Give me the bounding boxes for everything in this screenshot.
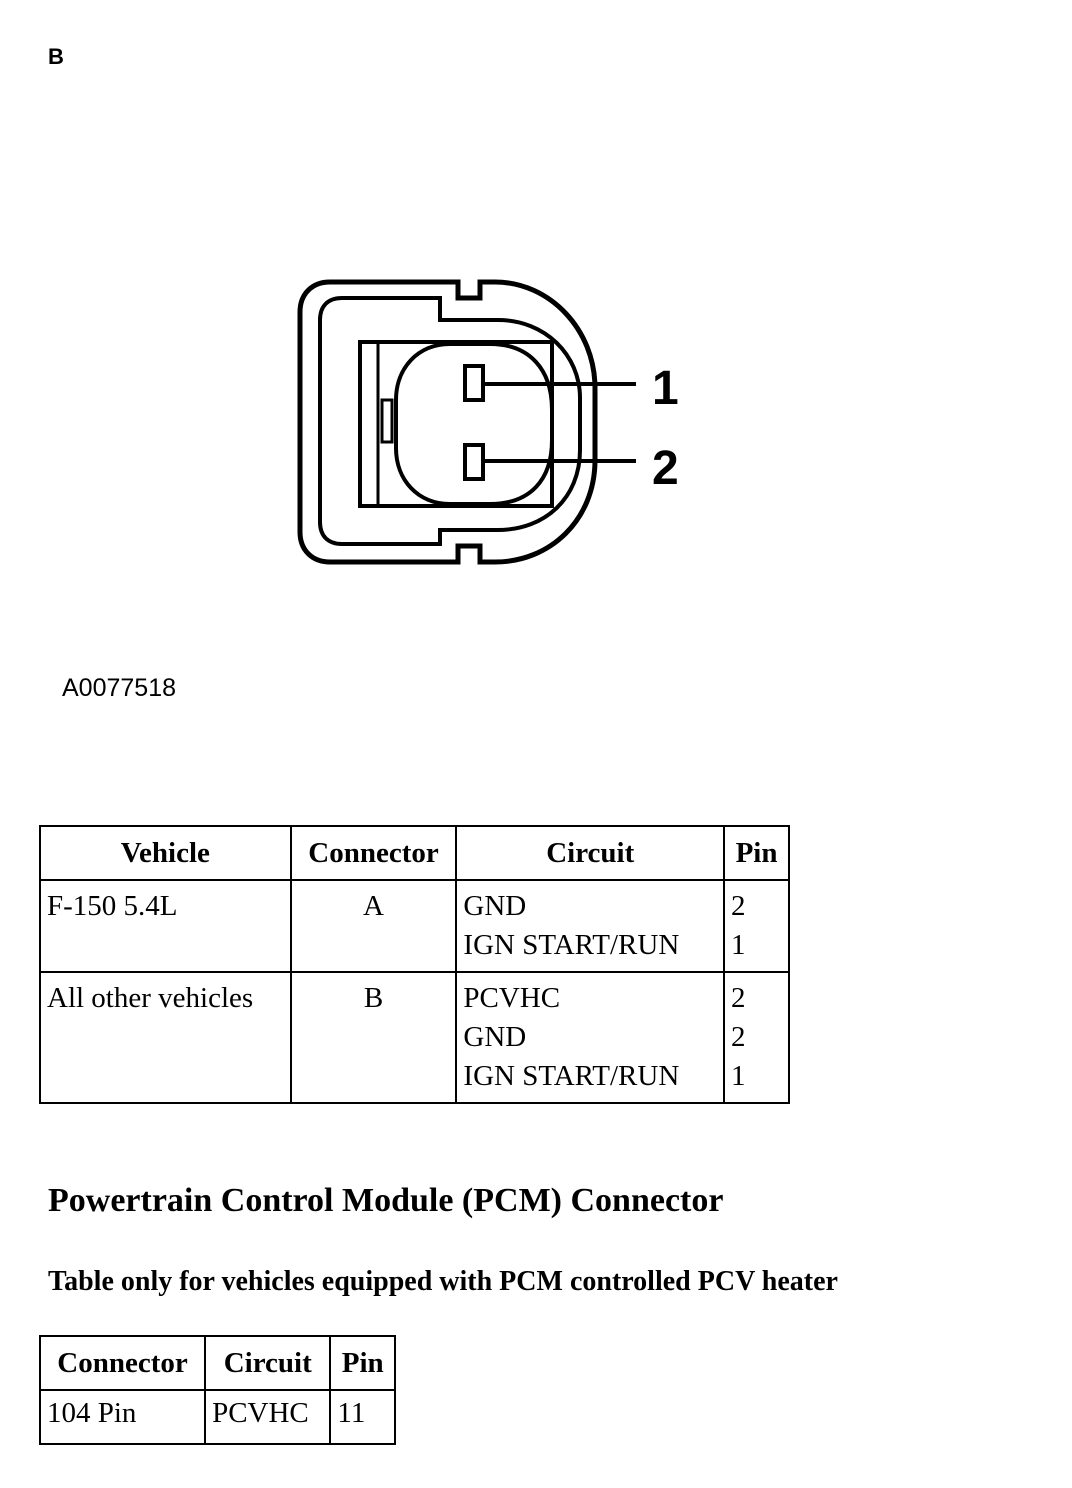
header-connector: Connector — [291, 826, 457, 880]
pcm-pin-table — [39, 1335, 396, 1445]
header-connector: Connector — [40, 1336, 205, 1390]
pin-item: 2 — [731, 890, 746, 922]
cell-circuit: PCVHC — [205, 1390, 330, 1444]
header-circuit: Circuit — [456, 826, 724, 880]
circuit-item: GND — [463, 1021, 527, 1053]
cell-pin: 11 — [330, 1390, 395, 1444]
pin-item: 1 — [731, 1060, 746, 1092]
cell-pins — [724, 880, 789, 972]
pin-1-terminal — [465, 366, 483, 400]
section-label: B — [48, 44, 64, 69]
table-header-row — [40, 826, 789, 880]
table-row — [40, 972, 789, 1103]
cell-vehicle: All other vehicles — [40, 972, 291, 1103]
header-circuit: Circuit — [205, 1336, 330, 1390]
table-row — [40, 880, 789, 972]
cell-circuits — [456, 972, 724, 1103]
cell-circuits — [456, 880, 724, 972]
pin-item: 2 — [731, 1021, 746, 1053]
header-pin: Pin — [330, 1336, 395, 1390]
vehicle-pin-table — [39, 825, 790, 1104]
pcm-heading: Powertrain Control Module (PCM) Connector — [48, 1182, 724, 1219]
circuit-item: GND — [463, 890, 527, 922]
cell-vehicle: F-150 5.4L — [40, 880, 291, 972]
circuit-item: IGN START/RUN — [463, 1060, 680, 1092]
circuit-item: IGN START/RUN — [463, 929, 680, 961]
pin-2-label: 2 — [652, 442, 679, 495]
header-vehicle: Vehicle — [40, 826, 291, 880]
cell-connector: 104 Pin — [40, 1390, 205, 1444]
pcm-subheading: Table only for vehicles equipped with PCM controlled PCV heater — [48, 1266, 838, 1297]
figure-id: A0077518 — [62, 674, 177, 702]
cell-connector: A — [291, 880, 457, 972]
table-row — [40, 1390, 395, 1444]
pin-2-terminal — [465, 445, 483, 479]
header-pin: Pin — [724, 826, 789, 880]
pin-item: 2 — [731, 982, 746, 1014]
table-header-row — [40, 1336, 395, 1390]
circuit-item: PCVHC — [463, 982, 561, 1014]
pin-1-label: 1 — [652, 362, 679, 415]
cell-pins — [724, 972, 789, 1103]
connector-diagram — [290, 270, 710, 580]
cell-connector: B — [291, 972, 457, 1103]
pin-item: 1 — [731, 929, 746, 961]
connector-latch — [382, 400, 392, 442]
